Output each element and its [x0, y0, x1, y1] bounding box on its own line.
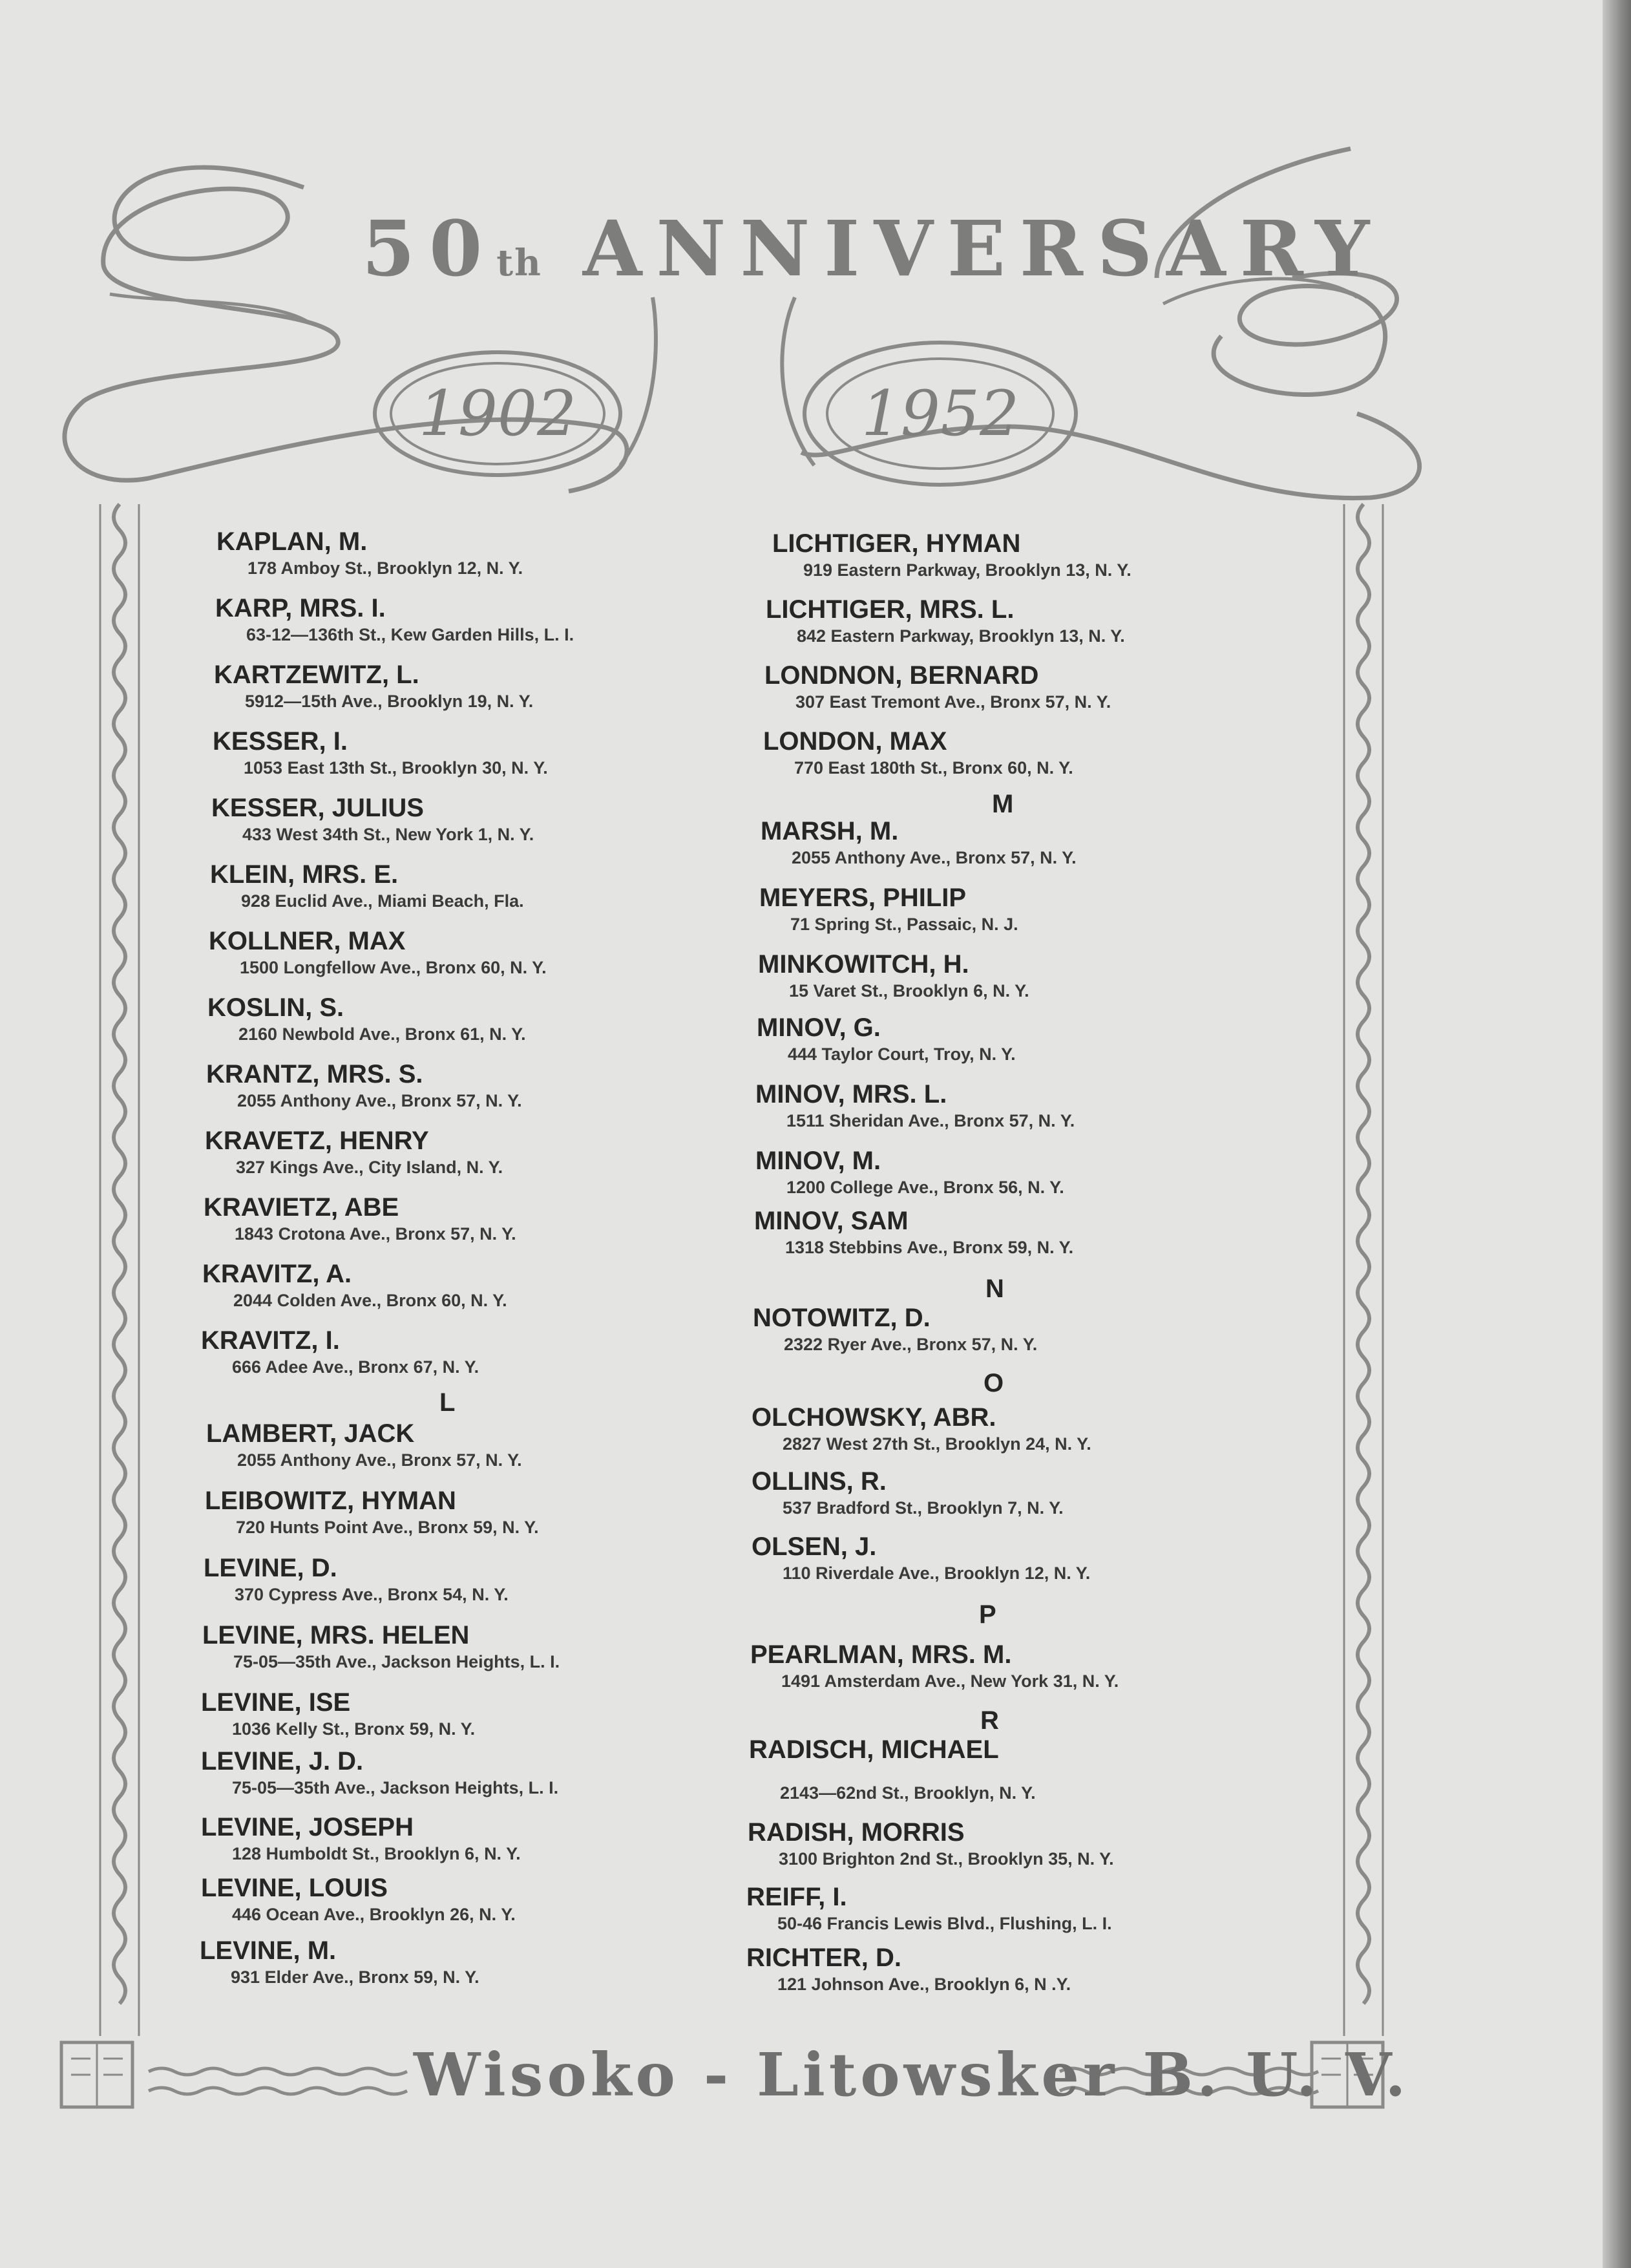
member-name: KESSER, I. [213, 727, 348, 756]
member-name: RICHTER, D. [746, 1944, 901, 1972]
list-item [213, 726, 548, 779]
list-item [207, 993, 526, 1046]
member-name: RADISCH, MICHAEL [749, 1735, 999, 1764]
title-word: ANNIVERSARY [582, 204, 1384, 293]
member-address: 63-12—136th St., Kew Garden Hills, L. I. [246, 625, 574, 644]
list-item [206, 1419, 522, 1472]
member-address: 2160 Newbold Ave., Bronx 61, N. Y. [238, 1024, 526, 1044]
member-address: 5912—15th Ave., Brooklyn 19, N. Y. [245, 692, 534, 711]
member-address: 444 Taylor Court, Troy, N. Y. [788, 1044, 1016, 1064]
member-address: 3100 Brighton 2nd St., Brooklyn 35, N. Y. [779, 1849, 1114, 1869]
member-address: 327 Kings Ave., City Island, N. Y. [236, 1158, 503, 1177]
list-item [752, 1467, 1064, 1520]
member-address: 110 Riverdale Ave., Brooklyn 12, N. Y. [783, 1563, 1091, 1583]
member-address: 1036 Kelly St., Bronx 59, N. Y. [232, 1719, 476, 1739]
member-name: OLLINS, R. [752, 1467, 887, 1496]
list-item [200, 1936, 479, 1989]
list-item [755, 1146, 1064, 1199]
member-name: LEVINE, D. [204, 1554, 337, 1582]
member-address: 50-46 Francis Lewis Blvd., Flushing, L. I. [777, 1914, 1112, 1933]
section-letter-m: M [992, 790, 1014, 818]
list-item [205, 1126, 503, 1179]
list-item [216, 527, 523, 580]
member-name: MINOV, G. [757, 1013, 881, 1042]
member-name: NOTOWITZ, D. [753, 1304, 931, 1332]
member-address: 2322 Ryer Ave., Bronx 57, N. Y. [784, 1335, 1038, 1354]
member-name: LEVINE, MRS. HELEN [202, 1621, 470, 1649]
list-item [746, 1943, 1071, 1996]
member-address: 2055 Anthony Ave., Bronx 57, N. Y. [792, 848, 1077, 867]
section-letter-n: N [985, 1275, 1004, 1303]
member-name: OLSEN, J. [752, 1532, 877, 1561]
list-item [748, 1818, 1114, 1871]
member-address: 770 East 180th St., Bronx 60, N. Y. [794, 758, 1073, 778]
book-binding-edge [1603, 0, 1631, 2268]
member-name: KARTZEWITZ, L. [214, 661, 419, 689]
member-name: LEVINE, LOUIS [201, 1874, 388, 1902]
member-address: 1843 Crotona Ave., Bronx 57, N. Y. [235, 1224, 516, 1244]
list-item [201, 1812, 521, 1865]
member-name: KLEIN, MRS. E. [210, 860, 399, 889]
member-name: MINKOWITCH, H. [758, 950, 969, 979]
member-address: 2143—62nd St., Brooklyn, N. Y. [780, 1783, 1036, 1803]
list-item [202, 1620, 560, 1673]
member-name: LEVINE, J. D. [201, 1747, 364, 1775]
member-name: LONDNON, BERNARD [764, 661, 1039, 690]
member-address: 15 Varet St., Brooklyn 6, N. Y. [789, 981, 1029, 1001]
member-address: 307 East Tremont Ave., Bronx 57, N. Y. [795, 692, 1111, 712]
section-letter-p: P [979, 1600, 996, 1629]
member-name: LEVINE, JOSEPH [201, 1813, 414, 1841]
member-address: 121 Johnson Ave., Brooklyn 6, N .Y. [777, 1975, 1071, 1994]
list-item [752, 1403, 1091, 1456]
member-address: 1318 Stebbins Ave., Bronx 59, N. Y. [785, 1238, 1074, 1257]
member-address: 75-05—35th Ave., Jackson Heights, L. I. [233, 1652, 560, 1671]
list-item [211, 793, 534, 846]
list-item [204, 1553, 509, 1606]
member-address: 1200 College Ave., Bronx 56, N. Y. [786, 1178, 1064, 1197]
member-address: 537 Bradford St., Brooklyn 7, N. Y. [783, 1498, 1064, 1518]
member-name: KRAVIETZ, ABE [204, 1193, 399, 1222]
member-address: 931 Elder Ave., Bronx 59, N. Y. [231, 1967, 479, 1987]
member-name: LEIBOWITZ, HYMAN [205, 1487, 456, 1515]
member-address: 71 Spring St., Passaic, N. J. [790, 915, 1018, 934]
member-name: RADISH, MORRIS [748, 1818, 965, 1847]
section-letter-o: O [984, 1369, 1004, 1397]
list-item [754, 1206, 1073, 1259]
member-address: 1491 Amsterdam Ave., New York 31, N. Y. [781, 1671, 1119, 1691]
list-item [759, 883, 1018, 936]
member-name: LONDON, MAX [763, 727, 947, 756]
title-number: 50 [362, 204, 497, 293]
list-item [753, 1303, 1037, 1356]
member-name: KOSLIN, S. [207, 993, 344, 1022]
list-item [201, 1326, 479, 1379]
section-letter-r: R [980, 1706, 999, 1735]
title-suffix: th [496, 242, 542, 284]
member-name: LEVINE, ISE [201, 1688, 351, 1717]
member-address: 928 Euclid Ave., Miami Beach, Fla. [241, 891, 524, 911]
list-item [201, 1746, 558, 1799]
list-item [758, 949, 1029, 1002]
member-address: 2827 West 27th St., Brooklyn 24, N. Y. [783, 1434, 1091, 1454]
member-address: 1053 East 13th St., Brooklyn 30, N. Y. [244, 758, 548, 778]
list-item [752, 1532, 1090, 1585]
list-item [763, 726, 1073, 779]
member-name: MINOV, SAM [754, 1207, 909, 1235]
member-address: 666 Adee Ave., Bronx 67, N. Y. [232, 1357, 479, 1377]
member-name: KOLLNER, MAX [209, 927, 406, 955]
member-name: MARSH, M. [761, 817, 899, 845]
member-name: KRAVITZ, A. [202, 1260, 352, 1288]
list-item [772, 529, 1131, 582]
member-name: LICHTIGER, HYMAN [772, 529, 1021, 558]
member-address: 178 Amboy St., Brooklyn 12, N. Y. [247, 558, 523, 578]
member-address: 919 Eastern Parkway, Brooklyn 13, N. Y. [803, 560, 1131, 580]
list-item [201, 1688, 475, 1741]
list-item [746, 1882, 1112, 1935]
member-address: 370 Cypress Ave., Bronx 54, N. Y. [235, 1585, 509, 1604]
list-item [202, 1259, 507, 1312]
member-name: OLCHOWSKY, ABR. [752, 1403, 996, 1432]
member-address: 1511 Sheridan Ave., Bronx 57, N. Y. [786, 1111, 1075, 1130]
member-name: KAPLAN, M. [216, 527, 368, 556]
list-item [205, 1486, 539, 1539]
list-item [209, 926, 547, 979]
member-address: 842 Eastern Parkway, Brooklyn 13, N. Y. [797, 626, 1125, 646]
list-item [215, 593, 574, 646]
list-item [750, 1640, 1119, 1693]
list-item [764, 661, 1111, 714]
year-1952: 1952 [861, 377, 1020, 450]
member-name: KARP, MRS. I. [215, 594, 386, 622]
year-1902: 1902 [418, 377, 577, 450]
member-name: PEARLMAN, MRS. M. [750, 1640, 1012, 1669]
list-item [210, 860, 524, 913]
member-name: REIFF, I. [746, 1883, 847, 1911]
page-title [362, 194, 1384, 304]
member-name: KRAVETZ, HENRY [205, 1127, 429, 1155]
member-address: 75-05—35th Ave., Jackson Heights, L. I. [232, 1778, 559, 1797]
section-letter-l: L [439, 1388, 456, 1417]
list-item [757, 1013, 1016, 1066]
list-item [204, 1192, 516, 1245]
member-name: LEVINE, M. [200, 1936, 337, 1965]
member-address: 2044 Colden Ave., Bronx 60, N. Y. [233, 1291, 507, 1310]
member-address: 2055 Anthony Ave., Bronx 57, N. Y. [237, 1091, 522, 1110]
list-item [201, 1873, 516, 1926]
member-name: MINOV, MRS. L. [755, 1080, 947, 1108]
list-item [214, 660, 533, 713]
member-address: 1500 Longfellow Ave., Bronx 60, N. Y. [240, 958, 547, 977]
list-item [766, 595, 1125, 648]
list-item [206, 1059, 522, 1112]
member-name: LAMBERT, JACK [206, 1419, 415, 1448]
member-address: 720 Hunts Point Ave., Bronx 59, N. Y. [236, 1518, 539, 1537]
list-item [755, 1079, 1075, 1132]
member-name: KRANTZ, MRS. S. [206, 1060, 423, 1088]
list-item [761, 816, 1077, 869]
member-name: MEYERS, PHILIP [759, 884, 967, 912]
member-name: KESSER, JULIUS [211, 794, 424, 822]
member-address: 433 West 34th St., New York 1, N. Y. [242, 825, 534, 844]
member-address: 128 Humboldt St., Brooklyn 6, N. Y. [232, 1844, 521, 1863]
member-name: LICHTIGER, MRS. L. [766, 595, 1015, 624]
member-address: 2055 Anthony Ave., Bronx 57, N. Y. [237, 1450, 522, 1470]
list-item [749, 1735, 1036, 1805]
member-name: MINOV, M. [755, 1147, 881, 1175]
member-name: KRAVITZ, I. [201, 1326, 340, 1355]
organization-name: Wisoko - Litowsker B. U. V. [414, 2040, 1410, 2110]
member-address: 446 Ocean Ave., Brooklyn 26, N. Y. [232, 1905, 516, 1924]
